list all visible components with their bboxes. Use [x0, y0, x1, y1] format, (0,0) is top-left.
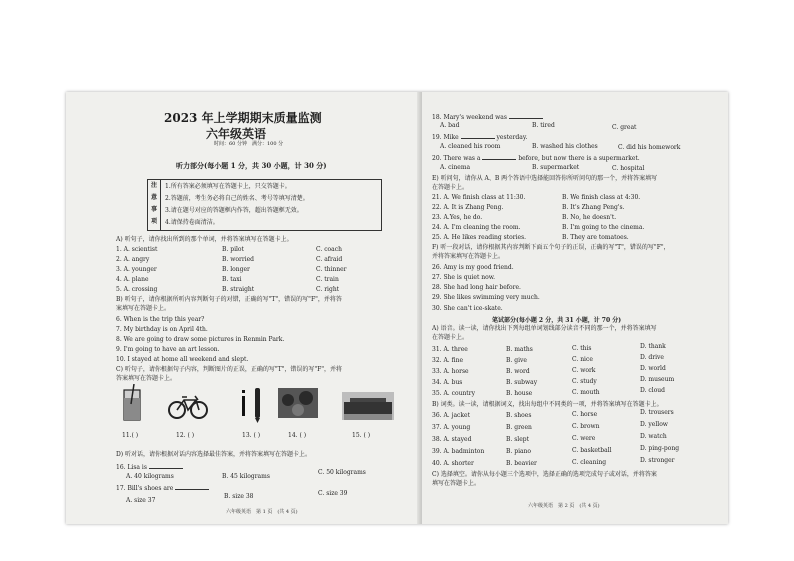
- listening-header: 听力部分(每小题 1 分，共 30 小题，计 30 分): [176, 161, 327, 170]
- option: A. 40 kilograms: [126, 473, 174, 480]
- pens-picture: [238, 384, 268, 424]
- question: 30. She can't ice-skate.: [432, 305, 503, 312]
- picture-label: 12. ( ): [176, 432, 195, 439]
- notice-side-char: 项: [150, 218, 157, 225]
- written-header: 笔试部分(每小题 2 分，共 31 小题，计 70 分): [492, 317, 622, 324]
- option: D. yellow: [640, 421, 668, 428]
- question: [116, 462, 183, 472]
- option: B. 45 kilograms: [222, 473, 270, 480]
- option: B. taxi: [222, 276, 242, 283]
- notice-side-char: 注: [150, 182, 157, 189]
- exam-booklet: [66, 92, 728, 524]
- option: A. cleaned his room: [440, 143, 501, 150]
- option: 24. A. I'm cleaning the room.: [432, 224, 521, 231]
- section-e-heading-cont: 在答题卡上。: [432, 184, 469, 191]
- option: B. tired: [532, 122, 555, 129]
- question: 8. We are going to draw some pictures in Renmin Park.: [116, 336, 285, 343]
- question: 6. When is the trip this year?: [116, 316, 205, 323]
- option: C. coach: [316, 246, 342, 253]
- picture-label: 14. ( ): [288, 432, 307, 439]
- notice-side-char: 意: [150, 194, 157, 201]
- option: B. slept: [506, 436, 530, 443]
- option: B. I'm going to the cinema.: [562, 224, 645, 231]
- option: C. thinner: [316, 266, 347, 273]
- option: 40. A. shorter: [432, 460, 474, 467]
- option: C. afraid: [316, 256, 343, 263]
- option: C. brown: [572, 423, 600, 430]
- question: [116, 483, 209, 493]
- option: C. nice: [572, 356, 593, 363]
- option: B. washed his clothes: [532, 143, 598, 150]
- page-footer: 六年级英语 第 1 页 (共 4 页): [226, 509, 298, 515]
- exam-meta: 时间：60 分钟 满分：100 分: [214, 141, 284, 147]
- question: [432, 132, 527, 142]
- option: B. No, he doesn't.: [562, 214, 617, 221]
- question: 28. She had long hair before.: [432, 284, 521, 291]
- option: D. ping-pong: [640, 445, 680, 452]
- option: C. great: [612, 124, 637, 131]
- notice-item: 2.答题前，考生务必将自己的姓名、考号等填写清楚。: [165, 195, 309, 202]
- option: 5. A. crossing: [116, 286, 158, 293]
- section-b-heading-cont: 案填写在答题卡上。: [116, 305, 171, 312]
- option: B. piano: [506, 448, 532, 455]
- option: B. house: [506, 390, 533, 397]
- option: C. right: [316, 286, 340, 293]
- option: B. We finish class at 4:30.: [562, 194, 641, 201]
- section-a-heading: A) 听句子，请你找出所到的那个单词，并将答案填写在答题卡上。: [116, 236, 293, 243]
- option: B. beavier: [506, 460, 537, 467]
- option: 25. A. He likes reading stories.: [432, 234, 527, 241]
- question-text: 18. Mary's weekend was: [432, 114, 507, 121]
- option: B. It's Zhang Peng's.: [562, 204, 625, 211]
- option: D. world: [640, 365, 666, 372]
- question: 29. She likes swimming very much.: [432, 294, 540, 301]
- notice-item: 1.所有答案必须填写在答题卡上，只交答题卡。: [165, 183, 291, 190]
- answer-blank: [461, 132, 495, 139]
- option: B. shoes: [506, 412, 532, 419]
- option: 4. A. plane: [116, 276, 149, 283]
- picture-label: 11.( ): [122, 432, 139, 439]
- page-footer: 六年级英语 第 2 页 (共 4 页): [528, 503, 600, 509]
- section-a-heading-cont: 在答题卡上。: [432, 334, 469, 341]
- picture-label: 15. ( ): [352, 432, 371, 439]
- option: B. They are tomatoes.: [562, 234, 629, 241]
- option: C. basketball: [572, 447, 612, 454]
- option: 2. A. angry: [116, 256, 150, 263]
- question: [432, 112, 543, 122]
- option: 1. A. scientist: [116, 246, 158, 253]
- bicycle-picture: [168, 392, 208, 420]
- notice-box: [147, 179, 382, 231]
- bears-picture: [278, 384, 318, 420]
- juice-glass-picture: [120, 384, 146, 424]
- section-c-heading: C) 听句子，请你根据句子内容，判断图片的正误，正确的写"T"，错误的写"F"，并将: [116, 366, 343, 373]
- notice-item: 4.请保持卷面清洁。: [165, 219, 219, 226]
- option: 22. A. It is Zhang Peng.: [432, 204, 504, 211]
- option: 34. A. bus: [432, 379, 463, 386]
- option: D. stronger: [640, 457, 675, 464]
- section-d-heading: D) 听对话，请你根据对话内容选择最佳答案，并将答案填写在答题卡上。: [116, 451, 312, 458]
- option: C. horse: [572, 411, 598, 418]
- option: 21. A. We finish class at 11:30.: [432, 194, 526, 201]
- option: B. subway: [506, 379, 538, 386]
- option: 39. A. badminton: [432, 448, 485, 455]
- option: D. drive: [640, 354, 664, 361]
- question-text-tail: yesterday.: [496, 134, 528, 141]
- option: B. pilot: [222, 246, 244, 253]
- option: D. trousers: [640, 409, 674, 416]
- option: C. this: [572, 345, 592, 352]
- notice-item: 3.请在题号对应的答题框内作答，超出答题框无效。: [165, 207, 303, 214]
- option: A. cinema: [440, 164, 471, 171]
- notice-side-char: 事: [150, 206, 157, 213]
- option: C. mouth: [572, 389, 600, 396]
- option: C. work: [572, 367, 596, 374]
- option: B. longer: [222, 266, 250, 273]
- option: C. size 39: [318, 490, 348, 497]
- question: 7. My birthday is on April 4th.: [116, 326, 208, 333]
- question: [432, 153, 640, 163]
- option: B. straight: [222, 286, 255, 293]
- option: C. hospital: [612, 165, 645, 172]
- picture-label: 13. ( ): [242, 432, 261, 439]
- question-text: 19. Mike: [432, 134, 459, 141]
- left-page: [66, 92, 422, 524]
- option: D. cloud: [640, 387, 666, 394]
- option: D. watch: [640, 433, 667, 440]
- option: 23. A.Yes, he do.: [432, 214, 483, 221]
- section-c-heading: C) 选择填空。请你从每小题三个选项中，选择正确的选项完成句子或对话，并将答案: [432, 471, 657, 478]
- option: B. size 38: [224, 493, 254, 500]
- option: 37. A. young: [432, 424, 471, 431]
- option: D. thank: [640, 343, 666, 350]
- section-f-heading: F) 听一段对话，请你根据其内容判断下面五个句子的正误，正确的写"T"，错误的写"F"，: [432, 244, 670, 251]
- option: C. did his homework: [618, 144, 681, 151]
- exam-title: 2023 年上学期期末质量监测: [164, 111, 322, 125]
- option: 38. A. stayed: [432, 436, 472, 443]
- answer-blank: [482, 153, 516, 160]
- question-text: 20. There was a: [432, 155, 481, 162]
- option: B. word: [506, 368, 530, 375]
- option: 36. A. jacket: [432, 412, 470, 419]
- option: 33. A. horse: [432, 368, 469, 375]
- option: B. give: [506, 357, 527, 364]
- notice-side: [148, 180, 161, 230]
- option: C. were: [572, 435, 596, 442]
- question: 9. I'm going to have an art lesson.: [116, 346, 220, 353]
- section-c-heading-cont: 填写在答题卡上。: [432, 480, 481, 487]
- answer-blank: [175, 483, 209, 490]
- option: C. 50 kilograms: [318, 469, 366, 476]
- option: 3. A. younger: [116, 266, 157, 273]
- building-picture: [342, 392, 394, 420]
- option: B. green: [506, 424, 532, 431]
- option: B. worried: [222, 256, 255, 263]
- option: C. cleaning: [572, 459, 607, 466]
- question: 27. She is quiet now.: [432, 274, 496, 281]
- option: 31. A. three: [432, 346, 468, 353]
- option: D. museum: [640, 376, 675, 383]
- question-text-tail: before, but now there is a supermarket.: [518, 155, 640, 162]
- section-b-heading: B) 词类。读一读，请根据词义，找出每组中不同类的一项，并将答案填写在答题卡上。: [432, 401, 663, 408]
- question: 10. I stayed at home all weekend and slept.: [116, 356, 249, 363]
- right-page: [422, 92, 728, 524]
- option: B. maths: [506, 346, 533, 353]
- section-f-heading-cont: 并将答案填写在答题卡上。: [432, 253, 505, 260]
- answer-blank: [509, 112, 543, 119]
- option: 32. A. fine: [432, 357, 464, 364]
- section-a-heading: A) 语音。读一读，请你找出下列每组单词划线部分读音不同的那一个，并将答案填写: [432, 325, 657, 332]
- option: C. study: [572, 378, 597, 385]
- question: 26. Amy is my good friend.: [432, 264, 514, 271]
- section-e-heading: E) 听问句，请你从 A、B 两个答语中选择能回答你所听问句的那一个，并将答案填写: [432, 175, 658, 182]
- option: A. bad: [440, 122, 460, 129]
- option: B. supermarket: [532, 164, 580, 171]
- option: 35. A. country: [432, 390, 475, 397]
- exam-subtitle: 六年级英语: [206, 127, 267, 141]
- answer-blank: [149, 462, 183, 469]
- option: C. train: [316, 276, 339, 283]
- question-text: 17. Bill's shoes are: [116, 485, 174, 492]
- section-c-heading-cont: 答案填写在答题卡上。: [116, 375, 177, 382]
- option: A. size 37: [126, 497, 156, 504]
- question-text: 16. Lisa is: [116, 464, 147, 471]
- section-b-heading: B) 听句子，请你根据所听内容判断句子的对错，正确的写"T"，错误的写"F"，并将答: [116, 296, 342, 303]
